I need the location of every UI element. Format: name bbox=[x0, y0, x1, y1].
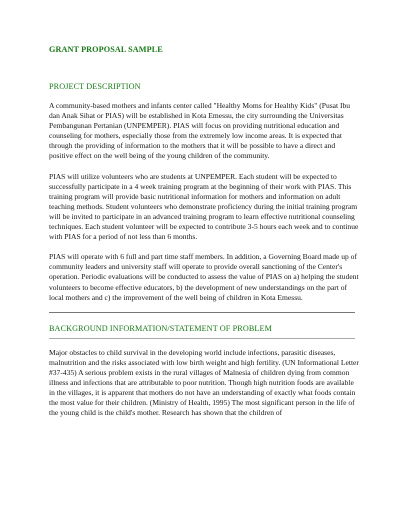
section-divider-top bbox=[49, 312, 355, 313]
project-description-paragraph-1: A community-based mothers and infants center called "Healthy Moms for Healthy Kids" (Pusat Ibu dan Anak Sihat or PIAS) will be established in Kota Emessu, the city surrounding the Universitas Pembangunan Pertanian (UNPEMPER). PIAS will focus on providing nutritional education and counseling for mothers, especially those from the extremely low income areas. It is expected that through the providing of information to the mothers that it will be possible to have a direct and positive effect on the well being of the young children of the community. bbox=[49, 101, 351, 161]
section-divider-bottom bbox=[49, 338, 355, 339]
section-heading-project-description: PROJECT DESCRIPTION bbox=[49, 82, 141, 91]
document-title: GRANT PROPOSAL SAMPLE bbox=[49, 45, 163, 54]
project-description-paragraph-2: PIAS will utilize volunteers who are students at UNPEMPER. Each student will be expected to successfully participate in a 4 week training program at the beginning of their work with PIAS. This training program will provide basic nutritional information for mothers and information on adult teaching methods. Student volunteers who demonstrate proficiency during the initial training program will be invited to participate in an advanced training program to learn effective nutritional counseling techniques. Each student volunteer will be expected to contribute 3-5 hours each week and to continue with PIAS for a period of not less than 6 months. bbox=[49, 171, 359, 242]
background-paragraph-1: Major obstacles to child survival in the developing world include infections, parasitic diseases, malnutrition and the risks associated with low birth weight and high fertility. (UN Informational Letter #37-435) A serious problem exists in the rural villages of Malnesia of children dying from common illness and infections that are attributable to poor nutrition. Though high nutrition foods are available in the villages, it is apparent that mothers do not have an understanding of exactly what foods contain the most value for their children. (Ministry of Health, 1995) The most significant person in the life of the young child is the child's mother. Research has shown that the children of bbox=[49, 347, 359, 418]
document-body bbox=[49, 44, 359, 428]
section-heading-background: BACKGROUND INFORMATION/STATEMENT OF PROBLEM bbox=[49, 323, 272, 333]
project-description-paragraph-3: PIAS will operate with 6 full and part time staff members. In addition, a Governing Board made up of community leaders and university staff will operate to provide overall sanctioning of the Center's operation. Periodic evaluations will be conducted to assess the value of PIAS on a) helping the student volunteers to become effective educators, b) the development of new understandings on the part of local mothers and c) the improvement of the well being of children in Kota Emessu. bbox=[49, 252, 359, 302]
